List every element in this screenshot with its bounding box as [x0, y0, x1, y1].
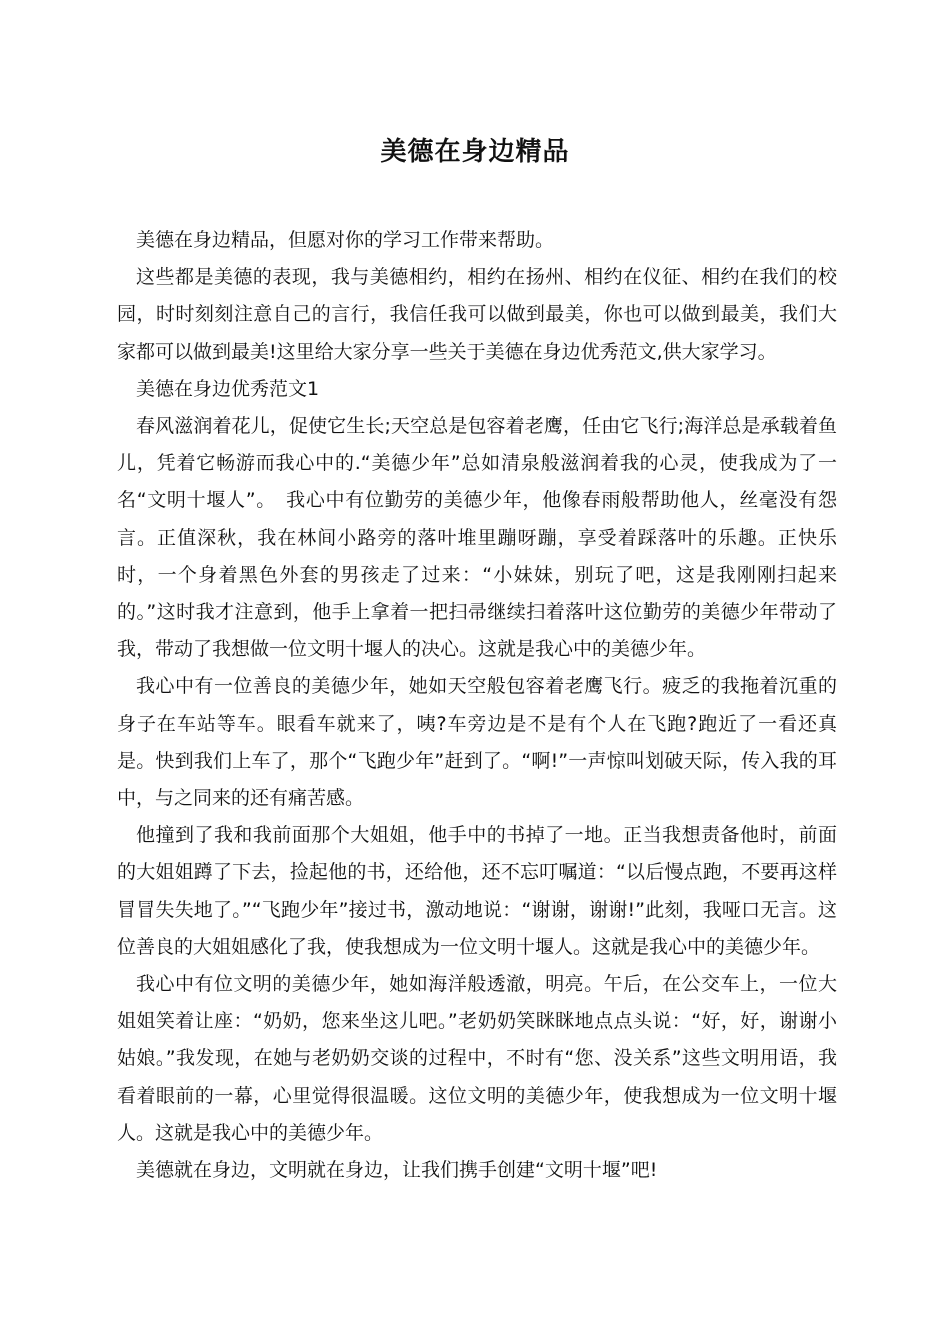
- paragraph-1: 春风滋润着花儿，促使它生长;天空总是包容着老鹰，任由它飞行;海洋总是承载着鱼儿，凭着它畅游而我心中的.“美德少年”总如清泉般滋润着我的心灵，使我成为了一名“文明十堰人”。 我心中有位勤劳的美德少年，他像春雨般帮助他人，丝毫没有怨言。正值深秋，我在林间小路旁的落叶堆里蹦呀蹦，享受着踩落叶的乐趣。正快乐时，一个身着黑色外套的男孩走了过来：“小妹妹，别玩了吧，这是我刚刚扫起来的。”这时我才注意到，他手上拿着一把扫帚继续扫着落叶这位勤劳的美德少年带动了我，带动了我想做一位文明十堰人的决心。这就是我心中的美德少年。: [117, 415, 837, 661]
- document-title: 美德在身边精品: [380, 137, 570, 167]
- section-heading: 美德在身边优秀范文1: [136, 377, 320, 400]
- paragraph-3: 他撞到了我和我前面那个大姐姐，他手中的书掉了一地。正当我想责备他时，前面的大姐姐蹲了下去，捡起他的书，还给他，还不忘叮嘱道：“以后慢点跑，不要再这样冒冒失失地了。”“飞跑少年”接过书，激动地说：“谢谢，谢谢!”此刻，我哑口无言。这位善良的大姐姐感化了我，使我想成为一位文明十堰人。这就是我心中的美德少年。: [117, 824, 837, 958]
- paragraph-preface: 这些都是美德的表现，我与美德相约，相约在扬州、相约在仪征、相约在我们的校园，时时刻刻注意自己的言行，我信任我可以做到最美，你也可以做到最美，我们大家都可以做到最美!这里给大家分享一些关于美德在身边优秀范文,供大家学习。: [117, 266, 837, 363]
- paragraph-closing: 美德就在身边，文明就在身边，让我们携手创建“文明十堰”吧!: [136, 1159, 658, 1182]
- paragraph-4: 我心中有位文明的美德少年，她如海洋般透澈，明亮。午后，在公交车上，一位大姐姐笑着让座：“奶奶，您来坐这儿吧。”老奶奶笑眯眯地点点头说：“好，好，谢谢小姑娘。”我发现，在她与老奶奶交谈的过程中，不时有“您、没关系”这些文明用语，我看着眼前的一幕，心里觉得很温暖。这位文明的美德少年，使我想成为一位文明十堰人。这就是我心中的美德少年。: [117, 973, 837, 1144]
- document-body: [117, 222, 837, 1189]
- paragraph-intro: 美德在身边精品，但愿对你的学习工作带来帮助。: [136, 229, 555, 251]
- paragraph-2: 我心中有一位善良的美德少年，她如天空般包容着老鹰飞行。疲乏的我拖着沉重的身子在车站等车。眼看车就来了，咦?车旁边是不是有个人在飞跑?跑近了一看还真是。快到我们上车了，那个“飞跑少年”赶到了。“啊!”一声惊叫划破天际，传入我的耳中，与之同来的还有痛苦感。: [117, 675, 837, 810]
